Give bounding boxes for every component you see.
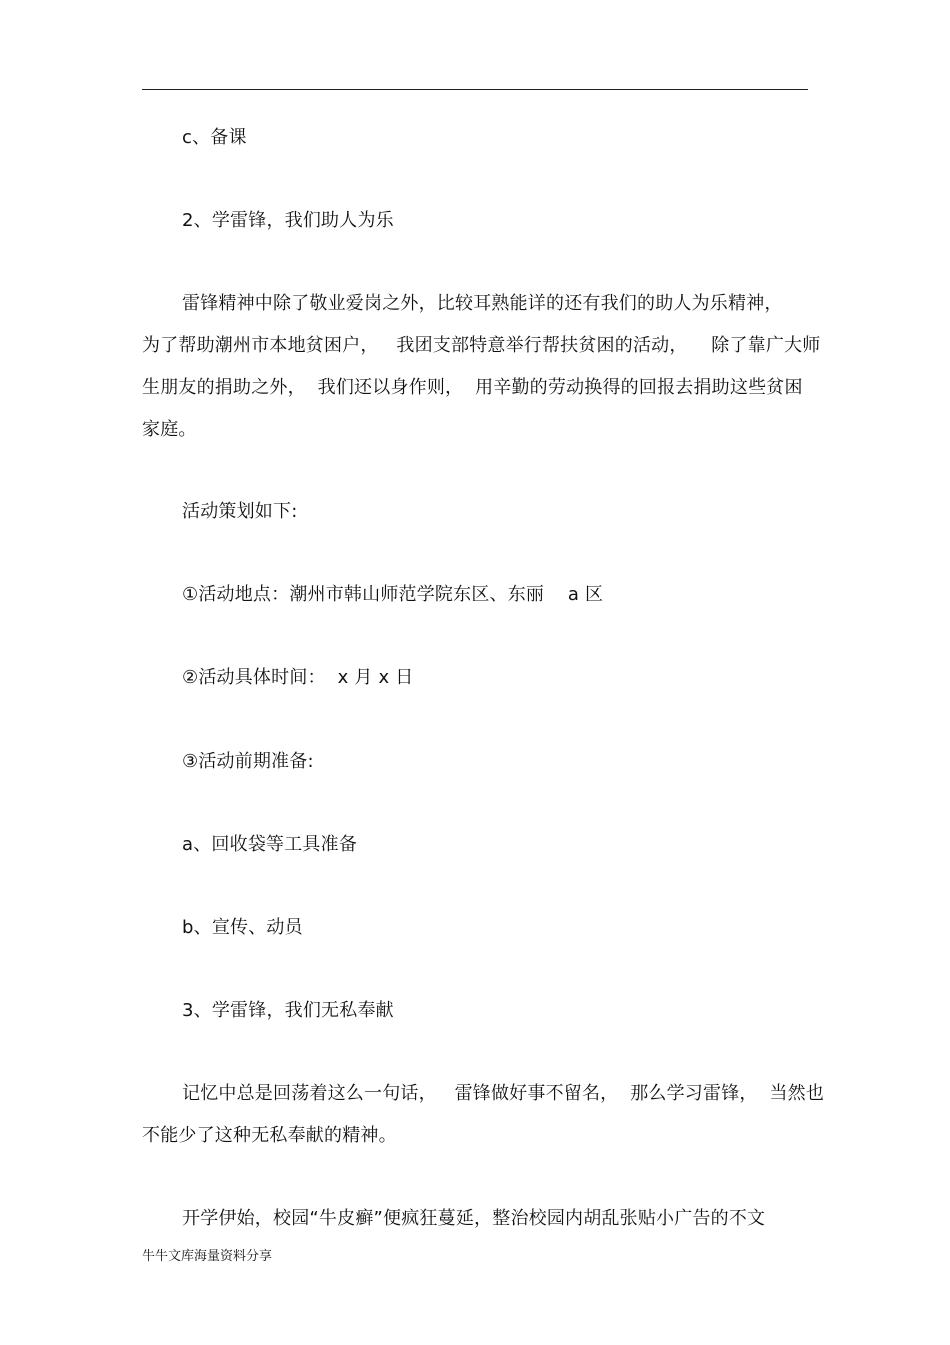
- list-item-b: b、宣传、动员: [182, 917, 303, 938]
- list-item-a: a、回收袋等工具准备: [182, 834, 358, 855]
- plan-heading: 活动策划如下:: [182, 501, 298, 522]
- plan-item-time: ②活动具体时间： x 月 x 日: [182, 667, 414, 688]
- paragraph-line: 家庭。: [142, 419, 197, 440]
- header-rule: [142, 89, 808, 90]
- section-heading-2: 2、学雷锋，我们助人为乐: [182, 210, 394, 231]
- list-item-c: c、备课: [182, 127, 247, 148]
- paragraph-line: 雷锋精神中除了敬业爱岗之外，比较耳熟能详的还有我们的助人为乐精神，: [182, 293, 783, 314]
- plan-item-location: ①活动地点：潮州市韩山师范学院东区、东丽 a 区: [182, 584, 604, 605]
- plan-item-preparation: ③活动前期准备:: [182, 751, 314, 772]
- paragraph-line: 为了帮助潮州市本地贫困户， 我团支部特意举行帮扶贫困的活动， 除了靠广大师: [142, 335, 821, 356]
- paragraph-line: 不能少了这种无私奉献的精神。: [142, 1125, 397, 1146]
- paragraph-line: 生朋友的捐助之外， 我们还以身作则， 用辛勤的劳动换得的回报去捐助这些贫困: [142, 377, 803, 398]
- paragraph-line: 记忆中总是回荡着这么一句话， 雷锋做好事不留名， 那么学习雷锋， 当然也: [182, 1083, 825, 1104]
- paragraph-line: 开学伊始，校园“牛皮癣”便疯狂蔓延，整治校园内胡乱张贴小广告的不文: [182, 1208, 766, 1229]
- section-heading-3: 3、学雷锋，我们无私奉献: [182, 1000, 394, 1021]
- page-footer: 牛牛文库海量资料分享: [142, 1249, 273, 1264]
